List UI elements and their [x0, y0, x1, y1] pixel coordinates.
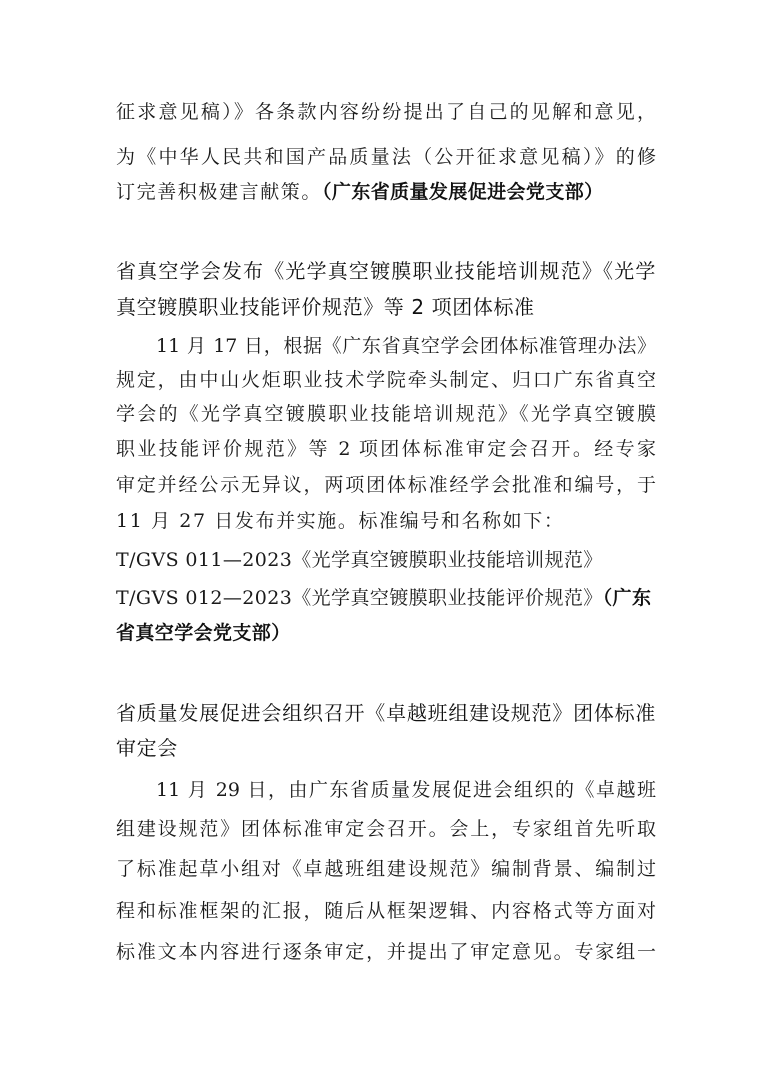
article1-body-line-1: 11 月 17 日，根据《广东省真空学会团体标准管理办法》: [156, 335, 656, 357]
intro-line-3: [116, 180, 656, 204]
standard-entry-1: T/GVS 011—2023《光学真空镀膜职业技能培训规范》: [116, 549, 603, 571]
article1-title-line-1: 省真空学会发布《光学真空镀膜职业技能培训规范》《光学: [116, 259, 656, 283]
standard-entry-2: [116, 586, 656, 610]
article2-body-line-2: 组建设规范》团体标准审定会召开。会上，专家组首先听取: [116, 818, 656, 840]
article1-source-part-2: 省真空学会党支部）: [116, 622, 291, 644]
article2-title-line-1: 省质量发展促进会组织召开《卓越班组建设规范》团体标准: [116, 701, 656, 725]
article1-body-line-5: 审定并经公示无异议，两项团体标准经学会批准和编号，于: [116, 474, 656, 496]
intro-line-2: 为《中华人民共和国产品质量法（公开征求意见稿）》的修: [116, 146, 656, 168]
article1-body-line-3: 学会的《光学真空镀膜职业技能培训规范》《光学真空镀膜: [116, 403, 656, 425]
article2-body-line-3: 了标准起草小组对《卓越班组建设规范》编制背景、编制过: [116, 858, 656, 880]
standard-entry-2-text: T/GVS 012—2023《光学真空镀膜职业技能评价规范》: [116, 587, 603, 609]
article1-body-line-4: 职业技能评价规范》等 2 项团体标准审定会召开。经专家: [116, 438, 656, 460]
article1-body-line-2: 规定，由中山火炬职业技术学院牵头制定、归口广东省真空: [116, 369, 656, 391]
article2-title-line-2: 审定会: [116, 736, 178, 760]
intro-source: （广东省质量发展促进会党支部）: [322, 181, 604, 203]
article1-body-line-6: 11 月 27 日发布并实施。标准编号和名称如下：: [116, 510, 565, 532]
article2-body-line-1: 11 月 29 日，由广东省质量发展促进会组织的《卓越班: [156, 779, 656, 801]
intro-line-1: 征求意见稿）》各条款内容纷纷提出了自己的见解和意见，: [116, 101, 656, 123]
intro-line-3-text: 订完善积极建言献策。: [116, 181, 323, 203]
article2-body-line-5: 标准文本内容进行逐条审定，并提出了审定意见。专家组一: [116, 941, 656, 963]
article2-body-line-4: 程和标准框架的汇报，随后从框架逻辑、内容格式等方面对: [116, 900, 656, 922]
article1-title-line-2: 真空镀膜职业技能评价规范》等 2 项团体标准: [116, 295, 535, 319]
article1-source-part-1: （广东: [602, 587, 652, 609]
